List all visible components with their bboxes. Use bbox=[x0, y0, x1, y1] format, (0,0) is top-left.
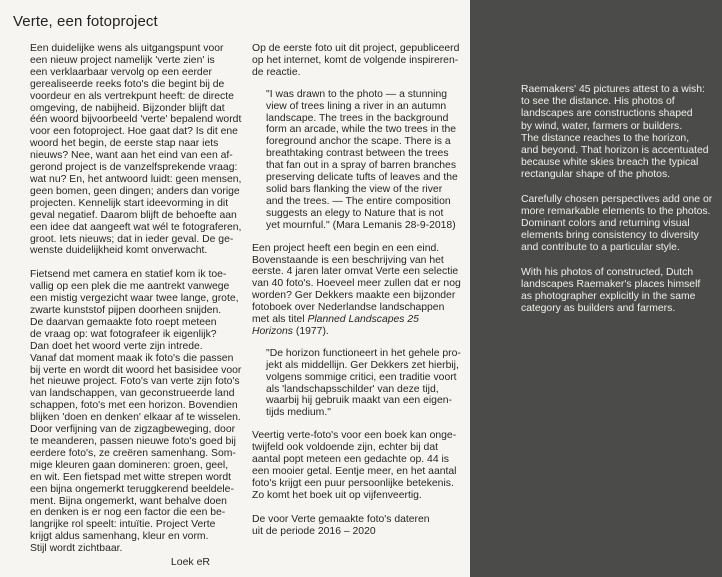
summary-paragraph-1: Raemakers' 45 pictures attest to a wish: to see the distance. His photos of landscapes are constructions shaped by wind, water, farmers or builders. The distance reaches to the horizon, and beyond. That horizon is accentuated because white skies breach the typical rectangular shape of the photos. bbox=[521, 84, 709, 181]
paragraph-first-photo: Op de eerste foto uit dit project, gepubliceerd op het internet, komt de volgende inspireren- de reactie. bbox=[252, 43, 460, 78]
signature: Loek eR bbox=[170, 556, 210, 568]
paragraph-book: Veertig verte-foto's voor een boek kan onge- twijfeld ook voldoende zijn, echter bij dat aantal popt meteen een gedachte op. 44 is een mooier getal. Eentje meer, en het aantal foto's krijgt een puur persoonlijke betekenis. Zo komt het boek uit op vijfenveertig. bbox=[252, 430, 457, 501]
right-page bbox=[470, 0, 722, 577]
text-column-1 bbox=[30, 43, 252, 555]
paragraph-cycling: Fietsend met camera en statief kom ik toe- vallig op een plek die me aantrekt vanwege een mistig vergezicht waar twee lange, grote, zwarte kunststof pijpen doorheen snijden. De daarvan gemaakte foto roept meteen de vraag op: wat fotografeer ik eigenlijk? Dan doet het woord verte zijn intrede. Vanaf dat moment maak ik foto's die passen bij verte en wordt dit woord het basisidee voor het nieuwe project. Foto's van verte zijn foto's van landschappen, van geconstrueerde land schappen, foto's met een horizon. Bovendien blijken 'doen en denken' elkaar af te wisselen. Door verfijning van de zigzagbeweging, door te meanderen, passen nieuwe foto's goed bij eerdere foto's, ze creëren samenhang. Som- mige kleuren gaan domineren: groen, geel, en wit. Een fietspad met witte strepen wordt een bijna ongemerkt teruggkerend beeldele- ment. Bijna ongemerkt, want behalve doen en denken is er nog een factor die een be- langrijke rol speelt: intuïtie. Project Verte krijgt aldus samenhang, kleur en vorm. Stijl wordt zichtbaar. bbox=[30, 269, 242, 555]
summary-paragraph-3: With his photos of constructed, Dutch landscapes Raemaker's places himself as photographer explicitly in the same category as builders and farmers. bbox=[521, 266, 701, 315]
page-title: Verte, een fotoproject bbox=[13, 13, 158, 30]
english-summary bbox=[521, 84, 717, 315]
book-title: Planned Landscapes 25 Horizons bbox=[252, 314, 419, 337]
paragraph-dates: De voor Verte gemaakte foto's dateren uit de periode 2016 – 2020 bbox=[252, 513, 430, 537]
paragraph-intro: Een duidelijke wens als uitgangspunt voor een nieuw project namelijk 'verte zien' is een verklaarbaar vervolg op een eerder gerealiseerde reeks foto's die begint bij de voordeur en als vertrekpunt heeft: de directe omgeving, de nabijheid. Bijzonder blijft dat één woord bijvoorbeeld 'verte' bepalend wordt voor een fotoproject. Hoe gaat dat? Is dit ene woord het begin, de eerste stap naar iets nieuws? Nee, want aan het eind van een af- gerond project is de vanzelfsprekende vraag: wat nu? En, het antwoord luidt: geen mensen, geen bomen, geen dingen; anders dan vorige projecten. Kennelijk start ideevorming in dit geval negatief. Daarom blijft de behoefte aan een idee dat aangeeft wat wél te fotograferen, groot. Iets nieuws; dat in ieder geval. De ge- wenste duidelijkheid komt onverwacht. bbox=[30, 43, 242, 257]
paragraph-project bbox=[252, 243, 462, 338]
quote-dutch: "De horizon functioneert in het gehele pro- jekt als middellijn. Ger Dekkers zet hierbij, volgens sommige critici, een traditie voort als 'landschapsschilder' van deze tijd, waarbij hij gebruik maakt van een eigen- tijds medium." bbox=[266, 347, 461, 419]
book-year: (1977). bbox=[293, 325, 329, 337]
summary-paragraph-2: Carefully chosen perspectives add one or more remarkable elements to the photos. Dominant colors and returning visual elements bring consistency to diversity and contribute to a particular style. bbox=[521, 193, 713, 254]
quote-english: "I was drawn to the photo — a stunning view of trees lining a river in an autumn landscape. The trees in the background form an arcade, while the two trees in the foreground anchor the scape. There is a breathtaking contrast between the trees that fan out in a spray of barren branches preserving delicate tufts of leaves and the solid bars flanking the view of the river and the trees. — The entire composition suggests an elegy to Nature that is not yet mournful." (Mara Lemanis 28-9-2018) bbox=[266, 88, 458, 231]
text-column-2 bbox=[252, 43, 462, 538]
paragraph-project-text: Een project heeft een begin en een eind. Bovenstaande is een beschrijving van het eerste. 4 jaren later omvat Verte een selectie van 40 foto's. Hoeveel meer zullen dat er nog worden? Ger Dekkers maakte een bijzonder fotoboek over Nederlandse landschappen met als titel bbox=[252, 242, 461, 326]
